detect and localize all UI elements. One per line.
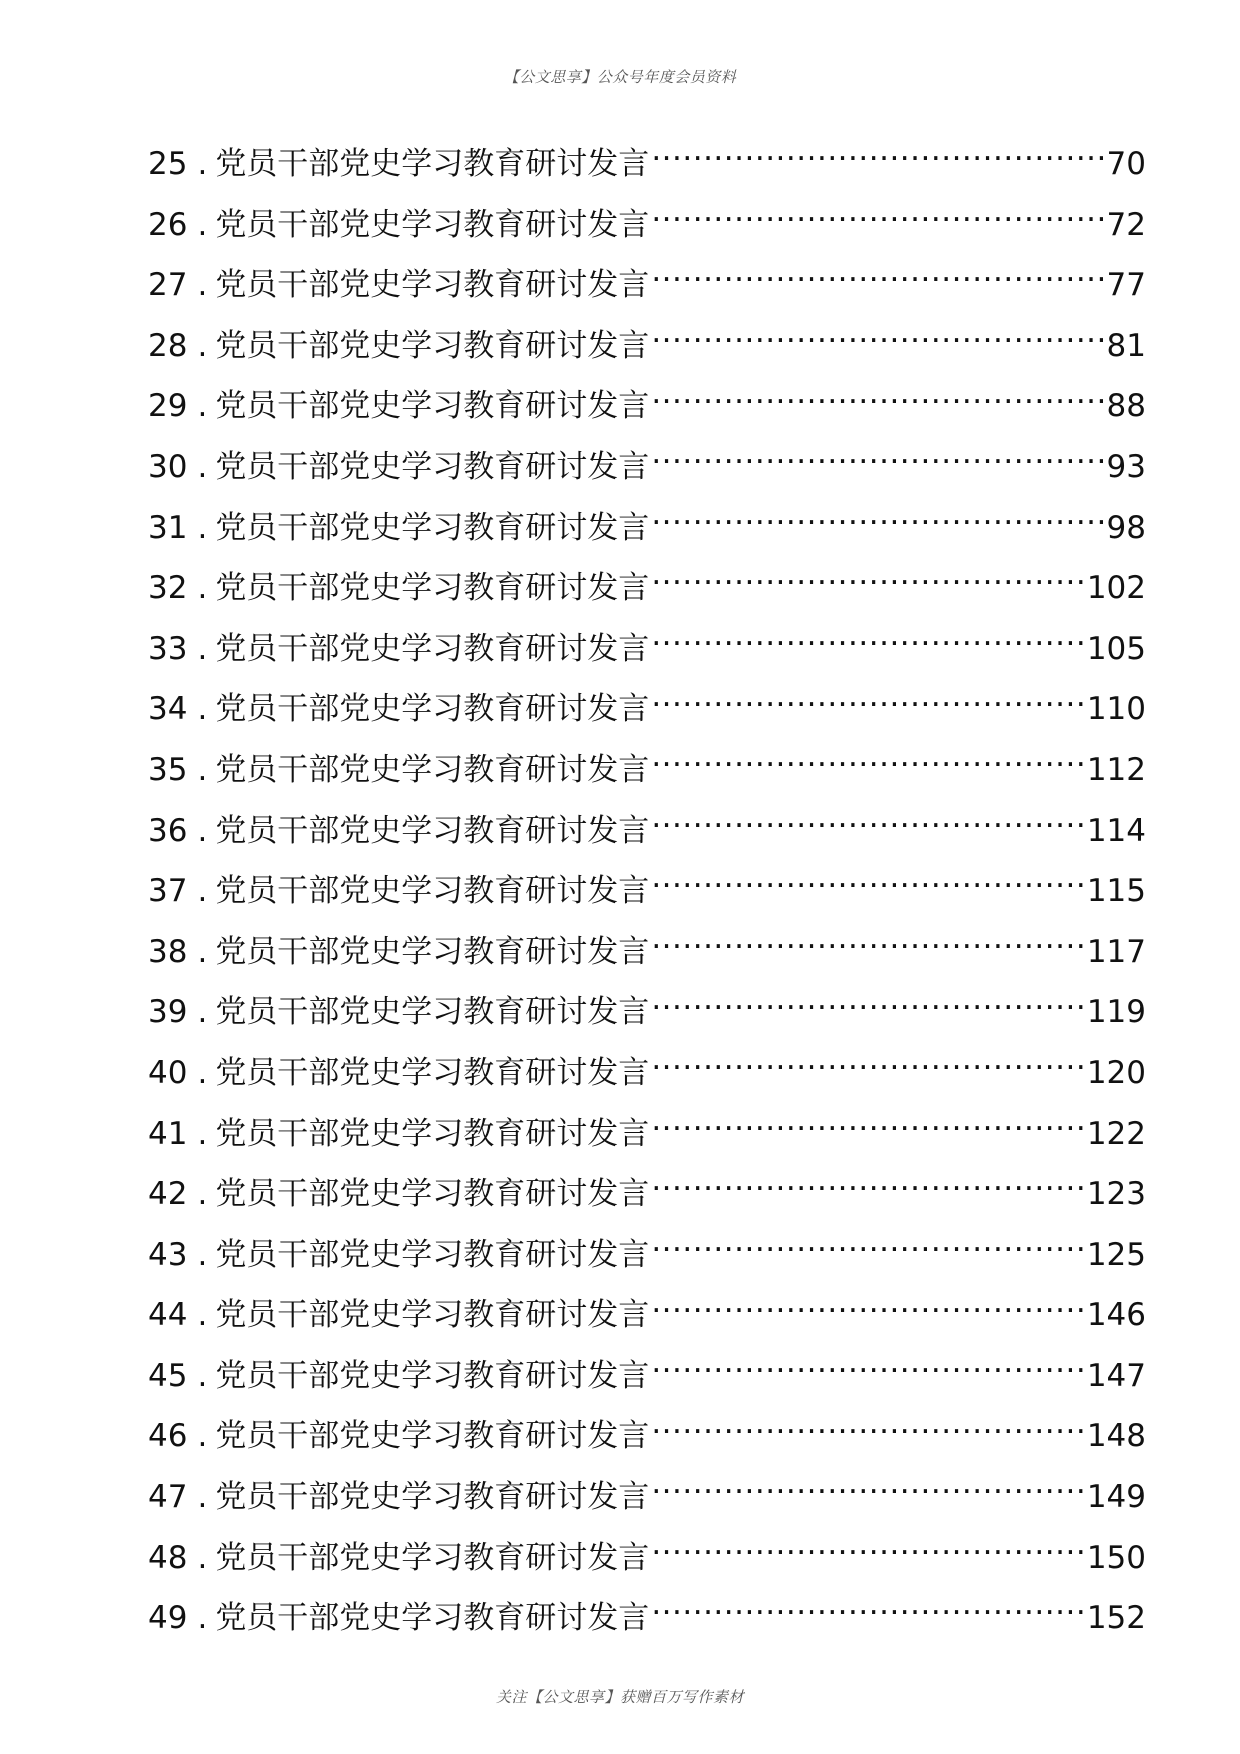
toc-entry[interactable] [148, 1225, 1146, 1286]
toc-dot-leader [651, 870, 1085, 901]
toc-entry-number: 31 [148, 509, 188, 546]
toc-entry-title: 党员干部党史学习教育研讨发言 [215, 933, 650, 970]
toc-entry-page-number: 98 [1106, 509, 1146, 546]
toc-entry-number: 27 [148, 267, 188, 304]
toc-dot-leader [651, 1294, 1085, 1325]
toc-entry-number: 40 [148, 1054, 188, 1091]
toc-entry-title: 党员干部党史学习教育研讨发言 [215, 1297, 650, 1334]
toc-dot-leader [651, 749, 1085, 780]
toc-dot-leader [651, 385, 1104, 416]
toc-entry-title: 党员干部党史学习教育研讨发言 [215, 1176, 650, 1213]
toc-entry-separator: . [197, 509, 208, 546]
toc-dot-leader [651, 1234, 1085, 1265]
toc-dot-leader [651, 1476, 1085, 1507]
toc-dot-leader [651, 507, 1104, 538]
toc-entry-title: 党员干部党史学习教育研讨发言 [215, 1357, 650, 1394]
toc-entry-title: 党员干部党史学习教育研讨发言 [215, 751, 650, 788]
toc-dot-leader [651, 1537, 1085, 1568]
toc-dot-leader [651, 628, 1085, 659]
toc-entry-separator: . [197, 146, 208, 182]
toc-entry-separator: . [197, 812, 208, 849]
page-footer: 关注【公文思享】获赠百万写作素材 [495, 1688, 744, 1706]
toc-entry-page-number: 117 [1086, 933, 1146, 970]
toc-entry[interactable] [148, 255, 1146, 316]
toc-entry-number: 34 [148, 691, 188, 728]
toc-dot-leader [651, 264, 1104, 295]
toc-entry-page-number: 88 [1106, 388, 1146, 425]
toc-dot-leader [651, 204, 1104, 235]
toc-entry[interactable] [148, 679, 1146, 740]
toc-dot-leader [651, 991, 1085, 1022]
toc-entry[interactable] [148, 1104, 1146, 1165]
toc-entry[interactable] [148, 922, 1146, 983]
toc-entry-number: 42 [148, 1176, 188, 1213]
toc-entry-number: 26 [148, 206, 188, 243]
toc-dot-leader [651, 1173, 1085, 1204]
toc-entry[interactable] [148, 1406, 1146, 1467]
toc-entry[interactable] [148, 861, 1146, 922]
toc-entry-page-number: 123 [1086, 1176, 1146, 1213]
toc-entry-number: 47 [148, 1479, 188, 1516]
toc-dot-leader [651, 688, 1085, 719]
toc-entry[interactable] [148, 1043, 1146, 1104]
toc-dot-leader [651, 931, 1085, 962]
toc-entry-title: 党员干部党史学习教育研讨发言 [215, 1115, 650, 1152]
toc-entry-title: 党员干部党史学习教育研讨发言 [215, 1054, 650, 1091]
toc-entry-number: 43 [148, 1236, 188, 1273]
toc-entry-separator: . [197, 570, 208, 607]
toc-entry[interactable] [148, 437, 1146, 498]
toc-entry-page-number: 149 [1086, 1479, 1146, 1516]
toc-entry[interactable] [148, 619, 1146, 680]
toc-entry-separator: . [197, 1357, 208, 1394]
toc-entry-title: 党员干部党史学习教育研讨发言 [215, 448, 650, 485]
toc-entry-title: 党员干部党史学习教育研讨发言 [215, 388, 650, 425]
toc-entry-separator: . [197, 994, 208, 1031]
toc-entry[interactable] [148, 1285, 1146, 1346]
toc-dot-leader [651, 143, 1104, 174]
toc-entry[interactable] [148, 1164, 1146, 1225]
toc-entry-page-number: 102 [1086, 570, 1146, 607]
toc-entry-page-number: 114 [1086, 812, 1146, 849]
toc-entry-page-number: 125 [1086, 1236, 1146, 1273]
toc-entry-title: 党员干部党史学习教育研讨发言 [215, 1539, 650, 1576]
toc-dot-leader [651, 1355, 1085, 1386]
toc-entry-page-number: 152 [1086, 1600, 1146, 1637]
toc-entry-separator: . [197, 1236, 208, 1273]
toc-entry-page-number: 72 [1106, 206, 1146, 243]
toc-entry[interactable] [148, 1346, 1146, 1407]
toc-entry-number: 38 [148, 933, 188, 970]
toc-entry-separator: . [197, 873, 208, 910]
toc-entry-page-number: 105 [1086, 630, 1146, 667]
toc-entry[interactable] [148, 558, 1146, 619]
toc-entry-title: 党员干部党史学习教育研讨发言 [215, 873, 650, 910]
toc-entry-separator: . [197, 630, 208, 667]
toc-dot-leader [651, 446, 1104, 477]
toc-entry-separator: . [197, 1297, 208, 1334]
toc-entry-title: 党员干部党史学习教育研讨发言 [215, 1236, 650, 1273]
toc-entry-title: 党员干部党史学习教育研讨发言 [215, 570, 650, 607]
toc-entry-number: 39 [148, 994, 188, 1031]
toc-entry-page-number: 122 [1086, 1115, 1146, 1152]
toc-entry-title: 党员干部党史学习教育研讨发言 [215, 327, 650, 364]
toc-entry-title: 党员干部党史学习教育研讨发言 [215, 146, 650, 182]
toc-entry[interactable] [148, 740, 1146, 801]
toc-dot-leader [651, 810, 1085, 841]
toc-entry-title: 党员干部党史学习教育研讨发言 [215, 267, 650, 304]
toc-entry-title: 党员干部党史学习教育研讨发言 [215, 1418, 650, 1455]
toc-entry-separator: . [197, 388, 208, 425]
toc-entry-page-number: 77 [1106, 267, 1146, 304]
toc-entry-number: 25 [148, 146, 188, 182]
toc-dot-leader [651, 1113, 1085, 1144]
toc-entry-separator: . [197, 1479, 208, 1516]
toc-entry-number: 45 [148, 1357, 188, 1394]
toc-entry-number: 33 [148, 630, 188, 667]
toc-entry-title: 党员干部党史学习教育研讨发言 [215, 1600, 650, 1637]
toc-entry-separator: . [197, 933, 208, 970]
toc-dot-leader [651, 1415, 1085, 1446]
toc-dot-leader [651, 1052, 1085, 1083]
toc-entry-number: 41 [148, 1115, 188, 1152]
toc-entry-separator: . [197, 1600, 208, 1637]
toc-entry-number: 49 [148, 1600, 188, 1637]
toc-entry-separator: . [197, 267, 208, 304]
toc-entry-title: 党员干部党史学习教育研讨发言 [215, 206, 650, 243]
toc-entry-number: 28 [148, 327, 188, 364]
toc-entry-page-number: 146 [1086, 1297, 1146, 1334]
toc-entry[interactable] [148, 1528, 1146, 1589]
toc-entry-number: 44 [148, 1297, 188, 1334]
toc-entry-page-number: 70 [1106, 146, 1146, 182]
toc-entry[interactable] [148, 498, 1146, 559]
toc-entry-page-number: 150 [1086, 1539, 1146, 1576]
toc-dot-leader [651, 325, 1104, 356]
toc-entry[interactable] [148, 134, 1146, 195]
toc-entry-number: 48 [148, 1539, 188, 1576]
toc-dot-leader [651, 1597, 1085, 1628]
toc-entry-title: 党员干部党史学习教育研讨发言 [215, 1479, 650, 1516]
toc-entry-separator: . [197, 448, 208, 485]
toc-entry[interactable] [148, 982, 1146, 1043]
toc-entry-separator: . [197, 691, 208, 728]
toc-entry-number: 36 [148, 812, 188, 849]
toc-entry-separator: . [197, 1176, 208, 1213]
toc-dot-leader [651, 567, 1085, 598]
toc-entry[interactable] [148, 1588, 1146, 1649]
toc-entry-title: 党员干部党史学习教育研讨发言 [215, 994, 650, 1031]
toc-entry-page-number: 112 [1086, 751, 1146, 788]
toc-entry-number: 29 [148, 388, 188, 425]
toc-entry-number: 37 [148, 873, 188, 910]
toc-entry[interactable] [148, 1467, 1146, 1528]
toc-entry-page-number: 93 [1106, 448, 1146, 485]
toc-entry-page-number: 110 [1086, 691, 1146, 728]
toc-entry-separator: . [197, 327, 208, 364]
toc-entry-title: 党员干部党史学习教育研讨发言 [215, 812, 650, 849]
toc-entry-page-number: 81 [1106, 327, 1146, 364]
toc-entry-separator: . [197, 1054, 208, 1091]
toc-entry-page-number: 120 [1086, 1054, 1146, 1091]
toc-entry[interactable] [148, 316, 1146, 377]
toc-entry-page-number: 147 [1086, 1357, 1146, 1394]
toc-entry-title: 党员干部党史学习教育研讨发言 [215, 630, 650, 667]
toc-entry-page-number: 119 [1086, 994, 1146, 1031]
page-header: 【公文思享】公众号年度会员资料 [503, 68, 737, 86]
toc-entry-page-number: 148 [1086, 1418, 1146, 1455]
toc-entry-separator: . [197, 1115, 208, 1152]
toc-entry-title: 党员干部党史学习教育研讨发言 [215, 509, 650, 546]
toc-entry-separator: . [197, 751, 208, 788]
toc-entry[interactable] [148, 376, 1146, 437]
toc-entry-page-number: 115 [1086, 873, 1146, 910]
toc-entry-number: 32 [148, 570, 188, 607]
table-of-contents [148, 134, 1146, 1649]
toc-entry-number: 30 [148, 448, 188, 485]
toc-entry[interactable] [148, 195, 1146, 256]
toc-entry-separator: . [197, 1539, 208, 1576]
toc-entry-number: 35 [148, 751, 188, 788]
toc-entry-title: 党员干部党史学习教育研讨发言 [215, 691, 650, 728]
toc-entry-separator: . [197, 1418, 208, 1455]
toc-entry-separator: . [197, 206, 208, 243]
toc-entry-number: 46 [148, 1418, 188, 1455]
toc-entry[interactable] [148, 801, 1146, 862]
